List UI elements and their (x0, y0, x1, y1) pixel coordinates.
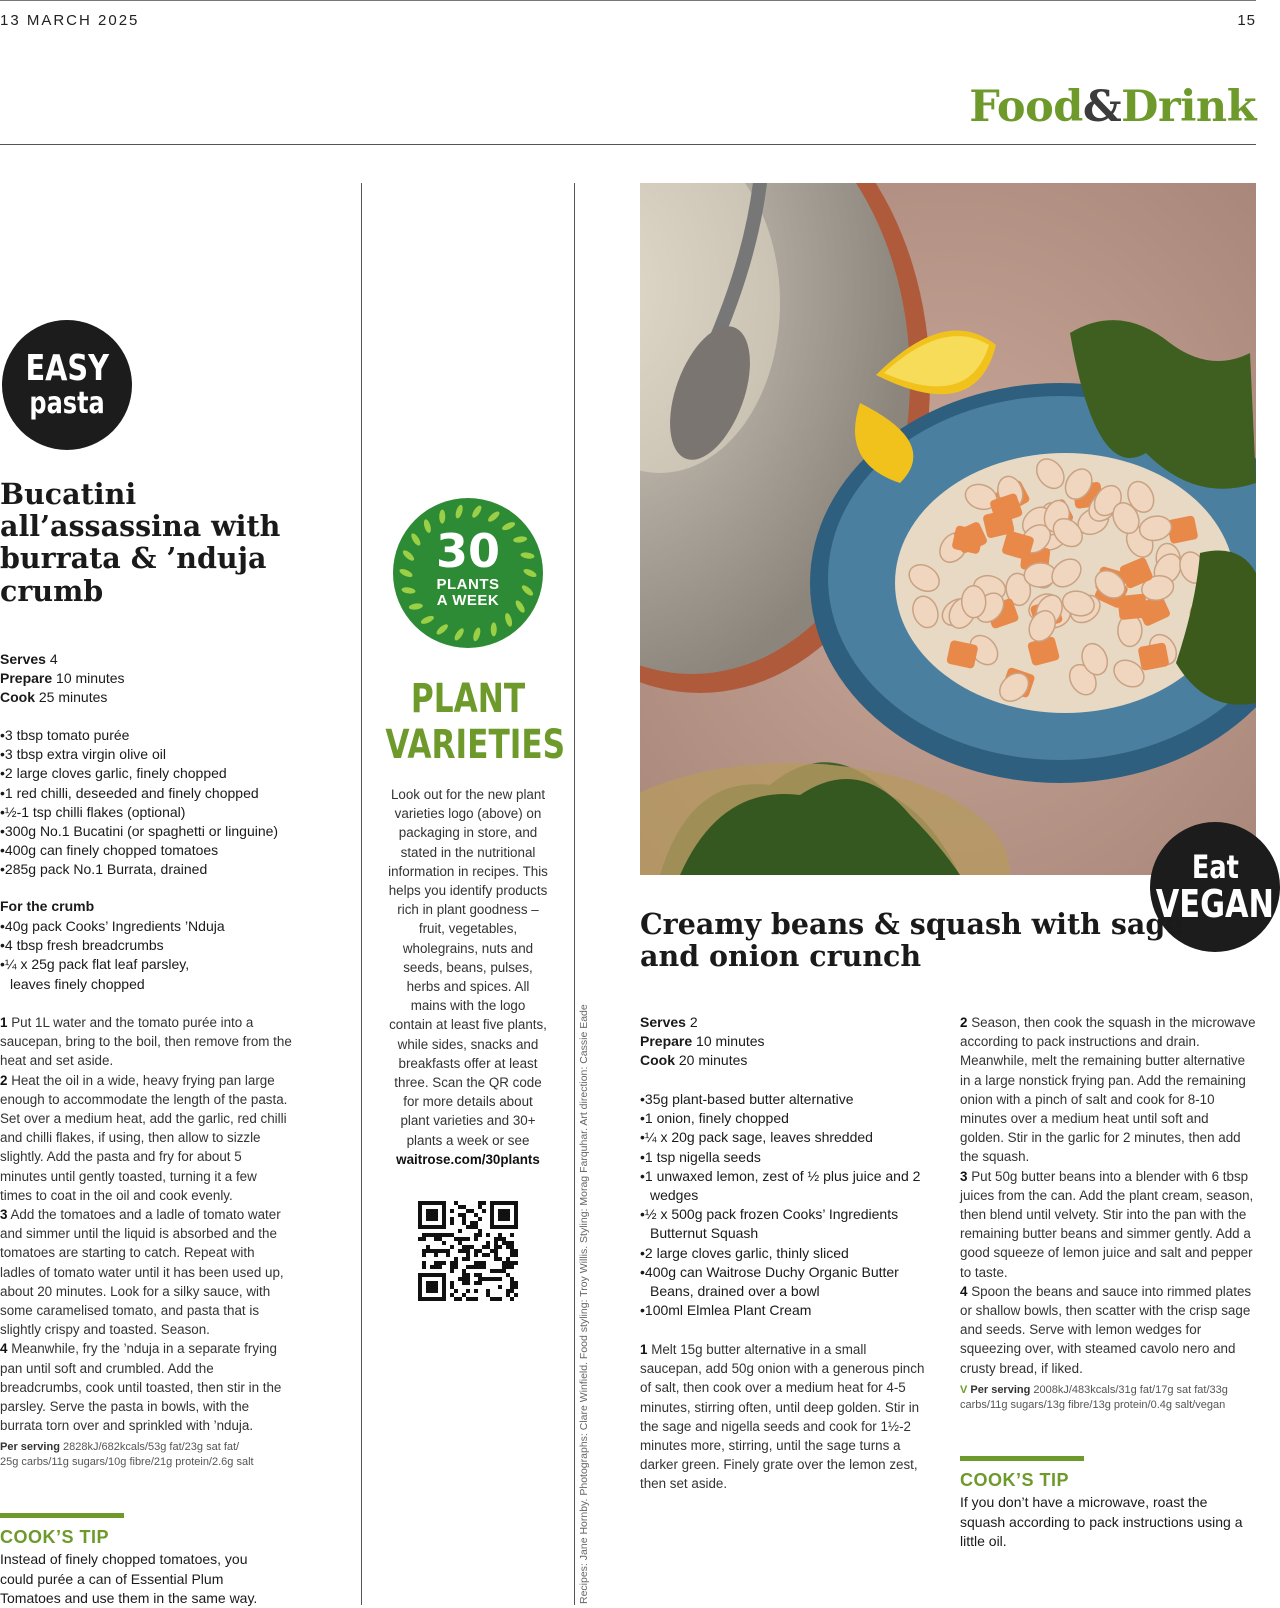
list-item: • 1 onion, finely chopped (640, 1109, 930, 1128)
recipe1-tip-text: Instead of finely chopped tomatoes, you could purée a can of Essential Plum Tomatoes and use them in the same way. (0, 1551, 258, 1606)
crumb-heading: For the crumb (0, 898, 95, 914)
recipe2-title: Creamy beans & squash with sage and onion crunch (640, 907, 1184, 974)
recipe-photo (640, 183, 1256, 875)
qr-code-icon[interactable] (418, 1201, 518, 1301)
prepare-value: 10 minutes (56, 670, 125, 686)
section-title-amp: & (1082, 82, 1122, 132)
plant-varieties-text: Look out for the new plant varieties logo (above) on packaging in store, and stated in the nutritional information in recipes. This helps you identify products rich in plant goodness – fruit, vegetables, wholegrains, nuts and seeds, beans, pulses, herbs and spices. All mains with the logo contain at least five plants, while sides, snacks and breakfasts offer at least three. Scan the QR code for more details about plant varieties and 30+ plants a week or see waitrose.com/30plants (388, 787, 548, 1167)
recipe2-meta (640, 1013, 765, 1070)
prepare-label: Prepare (640, 1033, 693, 1049)
30-plants-logo (393, 498, 543, 648)
recipe1-tip-heading: COOK’S TIP (0, 1527, 110, 1547)
badge-line2: pasta (29, 386, 105, 421)
recipe2-tip-text: If you don’t have a microwave, roast the squash according to pack instructions using a little oil. (960, 1494, 1243, 1549)
list-item: • 2 large cloves garlic, thinly sliced (640, 1244, 930, 1263)
page-number: 15 (1237, 12, 1256, 29)
logo-number: 30 (435, 524, 500, 578)
tip-bar (0, 1513, 124, 1518)
issue-date: 13 MARCH 2025 (0, 12, 140, 29)
cook-value: 25 minutes (38, 689, 108, 705)
method-step: 1 Put 1L water and the tomato purée into a saucepan, bring to the boil, then remove from the heat and set aside. (0, 1015, 292, 1069)
serves-value: 4 (49, 651, 58, 667)
list-item: • 1 tsp nigella seeds (640, 1148, 930, 1167)
recipe1-title: Bucatini all’assassina with burrata & ’nduja crumb (0, 477, 281, 608)
logo-text: PLANTS A WEEK (436, 576, 500, 609)
recipe2-nutrition: V Per serving 2008kJ/483kcals/31g fat/17g sat fat/33g carbs/11g sugars/13g fibre/13g protein/0.4g salt/vegan (960, 1384, 1228, 1411)
waitrose-link[interactable]: waitrose.com/30plants (396, 1151, 540, 1167)
badge-line2: VEGAN (1155, 882, 1275, 926)
easy-pasta-badge (2, 320, 132, 450)
list-item: • ¼ x 25g pack flat leaf parsley, leaves finely chopped (0, 955, 230, 993)
list-item: • 285g pack No.1 Burrata, drained (0, 860, 330, 879)
list-item: • 35g plant-based butter alternative (640, 1090, 930, 1109)
prepare-value: 10 minutes (696, 1033, 765, 1049)
list-item: • 100ml Elmlea Plant Cream (640, 1301, 930, 1320)
column-divider-1 (361, 183, 362, 1605)
photo-credits: Recipes: Jane Hornby. Photographs: Clare Winfield. Food styling: Troy Willis. Styling: Morag Farquhar. Art direction: Cassie Eade (578, 1004, 590, 1604)
crumb-ingredients (0, 917, 230, 994)
list-item: • 1 unwaxed lemon, zest of ½ plus juice and 2 wedges (640, 1167, 930, 1205)
section-title-drink: Drink (1121, 82, 1256, 132)
prepare-label: Prepare (0, 670, 53, 686)
method-step: 3 Add the tomatoes and a ladle of tomato water and simmer until the liquid is absorbed and the tomatoes are starting to catch. Repeat with ladles of tomato water until it has been used up, about 20 minutes. Look for a silky sauce, with some caramelised tomato, and pasta that is slightly crispy and toasted. Season. (0, 1207, 284, 1338)
recipe2-method-steps (960, 1013, 1256, 1378)
serves-label: Serves (640, 1014, 686, 1030)
badge-line1: EASY (25, 348, 109, 389)
recipe1-ingredients (0, 726, 330, 880)
list-item: • 1 red chilli, deseeded and finely chopped (0, 784, 330, 803)
cook-value: 20 minutes (678, 1052, 748, 1068)
section-title (969, 82, 1256, 132)
serves-value: 2 (689, 1014, 698, 1030)
section-title-food: Food (969, 82, 1083, 132)
recipe2-tip-heading: COOK’S TIP (960, 1470, 1070, 1490)
list-item: • 40g pack Cooks’ Ingredients ’Nduja (0, 917, 230, 936)
cook-label: Cook (0, 689, 35, 705)
recipe1-meta (0, 650, 125, 707)
header-rule (0, 144, 1256, 145)
column-divider-2 (574, 183, 575, 1605)
method-step: 2 Season, then cook the squash in the microwave according to pack instructions and drain. Meanwhile, melt the remaining butter alternative in a large nonstick frying pan. Add the remaining onion with a pinch of salt and cook for 8-10 minutes over a medium heat until soft and golden. Stir in the garlic for 2 minutes, then add the squash. (960, 1015, 1256, 1165)
tip-bar (960, 1456, 1084, 1461)
list-item: • 4 tbsp fresh breadcrumbs (0, 936, 230, 955)
plant-varieties-heading: PLANT VARIETIES (385, 676, 566, 768)
recipe2-ingredients (640, 1090, 930, 1320)
serves-label: Serves (0, 651, 46, 667)
recipe2-method-step1 (640, 1340, 930, 1494)
list-item: • 2 large cloves garlic, finely chopped (0, 764, 330, 783)
method-step: 4 Meanwhile, fry the ’nduja in a separate frying pan until soft and crumbled. Add the breadcrumbs, cook until toasted, then stir in the parsley. Serve the pasta in bowls, with the burrata torn over and sprinkled with ’nduja. (0, 1341, 282, 1434)
recipe1-nutrition: Per serving 2828kJ/682kcals/53g fat/23g sat fat/ 25g carbs/11g sugars/10g fibre/21g protein/2.6g salt (0, 1441, 254, 1468)
list-item: • 3 tbsp extra virgin olive oil (0, 745, 330, 764)
method-step: 4 Spoon the beans and sauce into rimmed plates or shallow bowls, then scatter with the crisp sage and seeds. Serve with lemon wedges for squeezing over, with steamed cavolo nero and crusty bread, if liked. (960, 1283, 1252, 1376)
list-item: • ¼ x 20g pack sage, leaves shredded (640, 1128, 930, 1147)
method-step: 3 Put 50g butter beans into a blender with 6 tbsp juices from the can. Add the plant cream, season, then blend until velvety. Stir into the pan with the remaining butter beans and simmer gently. Add a good squeeze of lemon juice and salt and pepper to taste. (960, 1168, 1254, 1280)
recipe1-method (0, 1013, 292, 1435)
cook-label: Cook (640, 1052, 675, 1068)
method-step: 1 Melt 15g butter alternative in a small saucepan, add 50g onion with a generous pinch of salt, then cook over a medium heat for 4-5 minutes, stirring often, until deep golden. Stir in the sage and nigella seeds and cook for 1½-2 minutes more, stirring, until the sage turns a darker green. Finely grate over the lemon zest, then set aside. (640, 1342, 925, 1492)
badge-line1: Eat (1191, 848, 1239, 886)
top-rule (0, 0, 1256, 1)
list-item: • 400g can Waitrose Duchy Organic Butter Beans, drained over a bowl (640, 1263, 930, 1301)
list-item: • 3 tbsp tomato purée (0, 726, 330, 745)
list-item: • 400g can finely chopped tomatoes (0, 841, 330, 860)
list-item: • 300g No.1 Bucatini (or spaghetti or linguine) (0, 822, 330, 841)
list-item: • ½-1 tsp chilli flakes (optional) (0, 803, 330, 822)
list-item: • ½ x 500g pack frozen Cooks’ Ingredients Butternut Squash (640, 1205, 930, 1243)
method-step: 2 Heat the oil in a wide, heavy frying pan large enough to accommodate the length of the pasta. Set over a medium heat, add the garlic, red chilli and chilli flakes, if using, then allow to sizzle slightly. Add the pasta and fry for about 5 minutes until gently toasted, turning it a few times to coat in the oil and cook evenly. (0, 1072, 288, 1203)
